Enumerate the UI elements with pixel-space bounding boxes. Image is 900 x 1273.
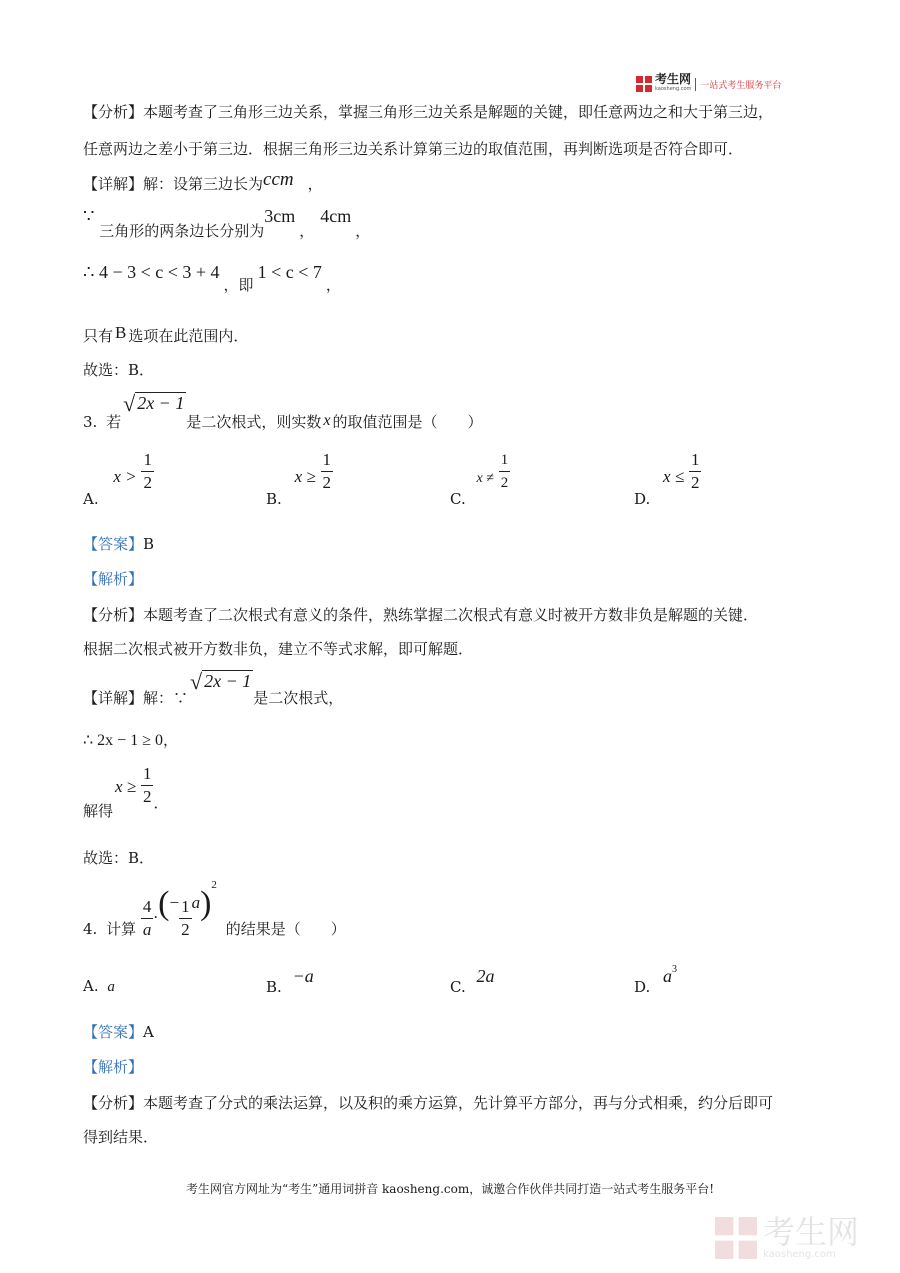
q3-detail-suffix: 是二次根式， <box>253 689 344 707</box>
q3-detail-radicand: 2x − 1 <box>204 671 252 691</box>
q2-because-line <box>83 206 371 240</box>
option-label: B. <box>266 489 282 508</box>
q2-analysis-line2: 任意两边之差小于第三边．根据三角形三边关系计算第三边的取值范围，再判断选项是否符合即可． <box>83 140 744 158</box>
brand-slogan: 一站式考生服务平台 <box>695 78 781 91</box>
fraction-numerator: 1 <box>181 896 190 916</box>
fraction-denominator: a <box>142 919 152 939</box>
answer-value: A <box>143 1023 154 1041</box>
watermark <box>715 1215 859 1260</box>
q2-inequality-1: ∴ 4 − 3 < c < 3 + 4 <box>83 262 220 282</box>
option-fraction <box>499 450 511 493</box>
watermark-text: 考生网 <box>763 1213 860 1251</box>
brand-logo <box>636 74 781 94</box>
fraction-numerator: 1 <box>142 764 152 783</box>
because-symbol: ∵ <box>83 206 95 227</box>
q3-detail-prefix: 【详解】解：∵ <box>83 689 189 707</box>
q4-stem-prefix: 计算 <box>106 920 137 938</box>
watermark-domain: kaosheng.com <box>763 1249 836 1260</box>
brand-domain: kaosheng.com <box>655 86 692 92</box>
q4-option-b[interactable] <box>266 966 314 996</box>
option-label: A. <box>83 977 99 995</box>
q4-option-c[interactable] <box>450 966 495 996</box>
q4-fraction-2 <box>179 897 192 940</box>
fraction-denominator: 2 <box>690 473 700 492</box>
q4-options <box>83 966 823 996</box>
q3-option-b[interactable] <box>266 450 333 508</box>
q2-detail-line <box>83 169 323 194</box>
fraction-denominator: 2 <box>142 787 152 806</box>
q2-detail-comma: ， <box>307 175 323 193</box>
q3-sqrt <box>123 392 186 416</box>
q3-option-c[interactable] <box>450 452 510 508</box>
q2-end-comma: ， <box>355 222 371 240</box>
q3-analysis-line2: 根据二次根式被开方数非负，建立不等式求解，即可解题． <box>83 640 474 658</box>
q3-solve <box>83 764 169 820</box>
q3-number: 3. <box>83 413 98 431</box>
q3-analysis-line1: 【分析】本题考查了二次根式有意义的条件，熟练掌握二次根式有意义时被开方数非负是解题的关键． <box>83 606 759 624</box>
q3-solve-fraction <box>141 764 154 807</box>
q3-detail-line <box>83 669 344 707</box>
q3-answer <box>83 534 154 554</box>
q4-explain-tag: 【解析】 <box>83 1058 144 1076</box>
option-label: C. <box>450 489 466 508</box>
q3-solve-lhs: x ≥ <box>115 776 137 796</box>
q4-stem-suffix: 的结果是（ ） <box>225 920 346 938</box>
q3-step1-end: ， <box>162 731 178 749</box>
kaosheng-logo-icon <box>636 76 652 92</box>
q3-choose: 故选：B． <box>83 849 155 867</box>
option-superscript: 3 <box>672 964 678 975</box>
option-lhs: x ≤ <box>663 466 685 486</box>
option-lhs: x > <box>113 466 137 486</box>
q4-number: 4. <box>83 920 98 938</box>
q3-radicand: 2x − 1 <box>137 393 185 413</box>
q3-step1 <box>83 730 178 751</box>
q2-only-b-suffix: 选项在此范围内． <box>128 327 249 345</box>
option-label: D. <box>634 489 651 508</box>
option-fraction <box>689 450 702 493</box>
q3-stem-suffix: 的取值范围是（ ） <box>332 413 483 431</box>
option-lhs: x ≥ <box>294 466 316 486</box>
q2-detail-variable: ccm <box>263 169 294 190</box>
q2-choose: 故选：B． <box>83 361 155 379</box>
q3-stem-prefix: 若 <box>106 413 122 431</box>
q2-inequality-2: 1 < c < 7 <box>257 262 322 282</box>
q2-analysis-line1: 【分析】本题考查了三角形三边关系，掌握三角形三边关系是解题的关键，即任意两边之和大于第三边， <box>83 103 774 121</box>
q3-stem-mid: 是二次根式，则实数 <box>186 413 322 431</box>
fraction-numerator: 4 <box>142 896 152 916</box>
sqrt-symbol: √ <box>123 391 136 416</box>
option-value: a <box>107 979 115 995</box>
q3-solve-end: ． <box>153 793 169 812</box>
right-paren: ) <box>200 885 212 922</box>
fraction-denominator: 2 <box>143 473 152 492</box>
fraction-denominator: 2 <box>181 919 190 939</box>
q3-stem-var: x <box>323 412 331 429</box>
q4-exponent: 2 <box>211 879 217 891</box>
q4-stem <box>83 879 346 939</box>
option-label: C. <box>450 978 466 996</box>
option-lhs: x ≠ <box>476 470 494 486</box>
q2-sides-text: 三角形的两条边长分别为 <box>99 222 265 240</box>
sqrt-symbol: √ <box>190 669 203 694</box>
q4-analysis-line1: 【分析】本题考查了分式的乘法运算，以及积的乘方运算，先计算平方部分，再与分式相乘，约分后即可 <box>83 1094 774 1112</box>
q3-explain-tag: 【解析】 <box>83 570 144 588</box>
option-fraction <box>321 450 334 493</box>
q2-only-b-letter: B <box>115 323 127 342</box>
option-label: B. <box>266 978 282 996</box>
fraction-denominator: 2 <box>499 471 511 493</box>
option-value: 2a <box>476 966 495 986</box>
q2-sep: ， <box>299 222 315 240</box>
q2-side2: 4cm <box>320 206 352 226</box>
fraction-numerator: 1 <box>690 450 700 469</box>
q3-solve-prefix: 解得 <box>83 801 114 820</box>
q3-options <box>83 450 823 508</box>
option-value: a <box>663 966 673 986</box>
brand-name: 考生网 <box>655 72 692 86</box>
q2-ineq-end: ， <box>325 276 341 294</box>
q4-option-d[interactable] <box>634 964 678 996</box>
q4-dot: · <box>153 908 159 926</box>
q2-detail-prefix: 【详解】解：设第三边长为 <box>83 175 264 193</box>
fraction-numerator: 1 <box>143 450 152 469</box>
q2-ji: ，即 <box>223 276 254 294</box>
q3-stem <box>83 391 483 431</box>
answer-tag: 【答案】 <box>83 1023 144 1041</box>
q4-analysis-line2: 得到结果． <box>83 1128 159 1146</box>
fraction-denominator: 2 <box>322 473 331 492</box>
q3-option-d[interactable] <box>634 450 701 508</box>
left-paren: ( <box>158 885 170 922</box>
option-label: D. <box>634 978 651 996</box>
q2-inequality-line <box>83 262 341 294</box>
option-label: A. <box>83 489 99 508</box>
q4-minus: − <box>169 893 180 912</box>
answer-tag: 【答案】 <box>83 535 144 553</box>
footer-text: 考生网官方网址为“考生”通用词拼音 kaosheng.com，诚邀合作伙伴共同打造一站式考生服务平台! <box>185 1182 715 1196</box>
option-value: −a <box>292 966 314 986</box>
fraction-numerator: 1 <box>322 450 331 469</box>
option-fraction <box>141 450 154 493</box>
fraction-numerator: 1 <box>500 452 509 468</box>
q4-fraction-1 <box>141 897 154 940</box>
q2-only-b-prefix: 只有 <box>83 327 114 345</box>
answer-value: B <box>143 535 155 553</box>
q3-detail-sqrt <box>190 670 253 694</box>
watermark-logo-icon <box>715 1217 757 1259</box>
q4-option-a[interactable] <box>83 966 115 995</box>
q3-option-a[interactable] <box>83 450 154 508</box>
q4-answer <box>83 1022 154 1042</box>
q2-side1: 3cm <box>264 206 296 226</box>
q3-step1-expr: ∴ 2x − 1 ≥ 0 <box>83 732 163 749</box>
q2-only-b <box>83 323 249 346</box>
q4-inner-var: a <box>191 893 201 912</box>
